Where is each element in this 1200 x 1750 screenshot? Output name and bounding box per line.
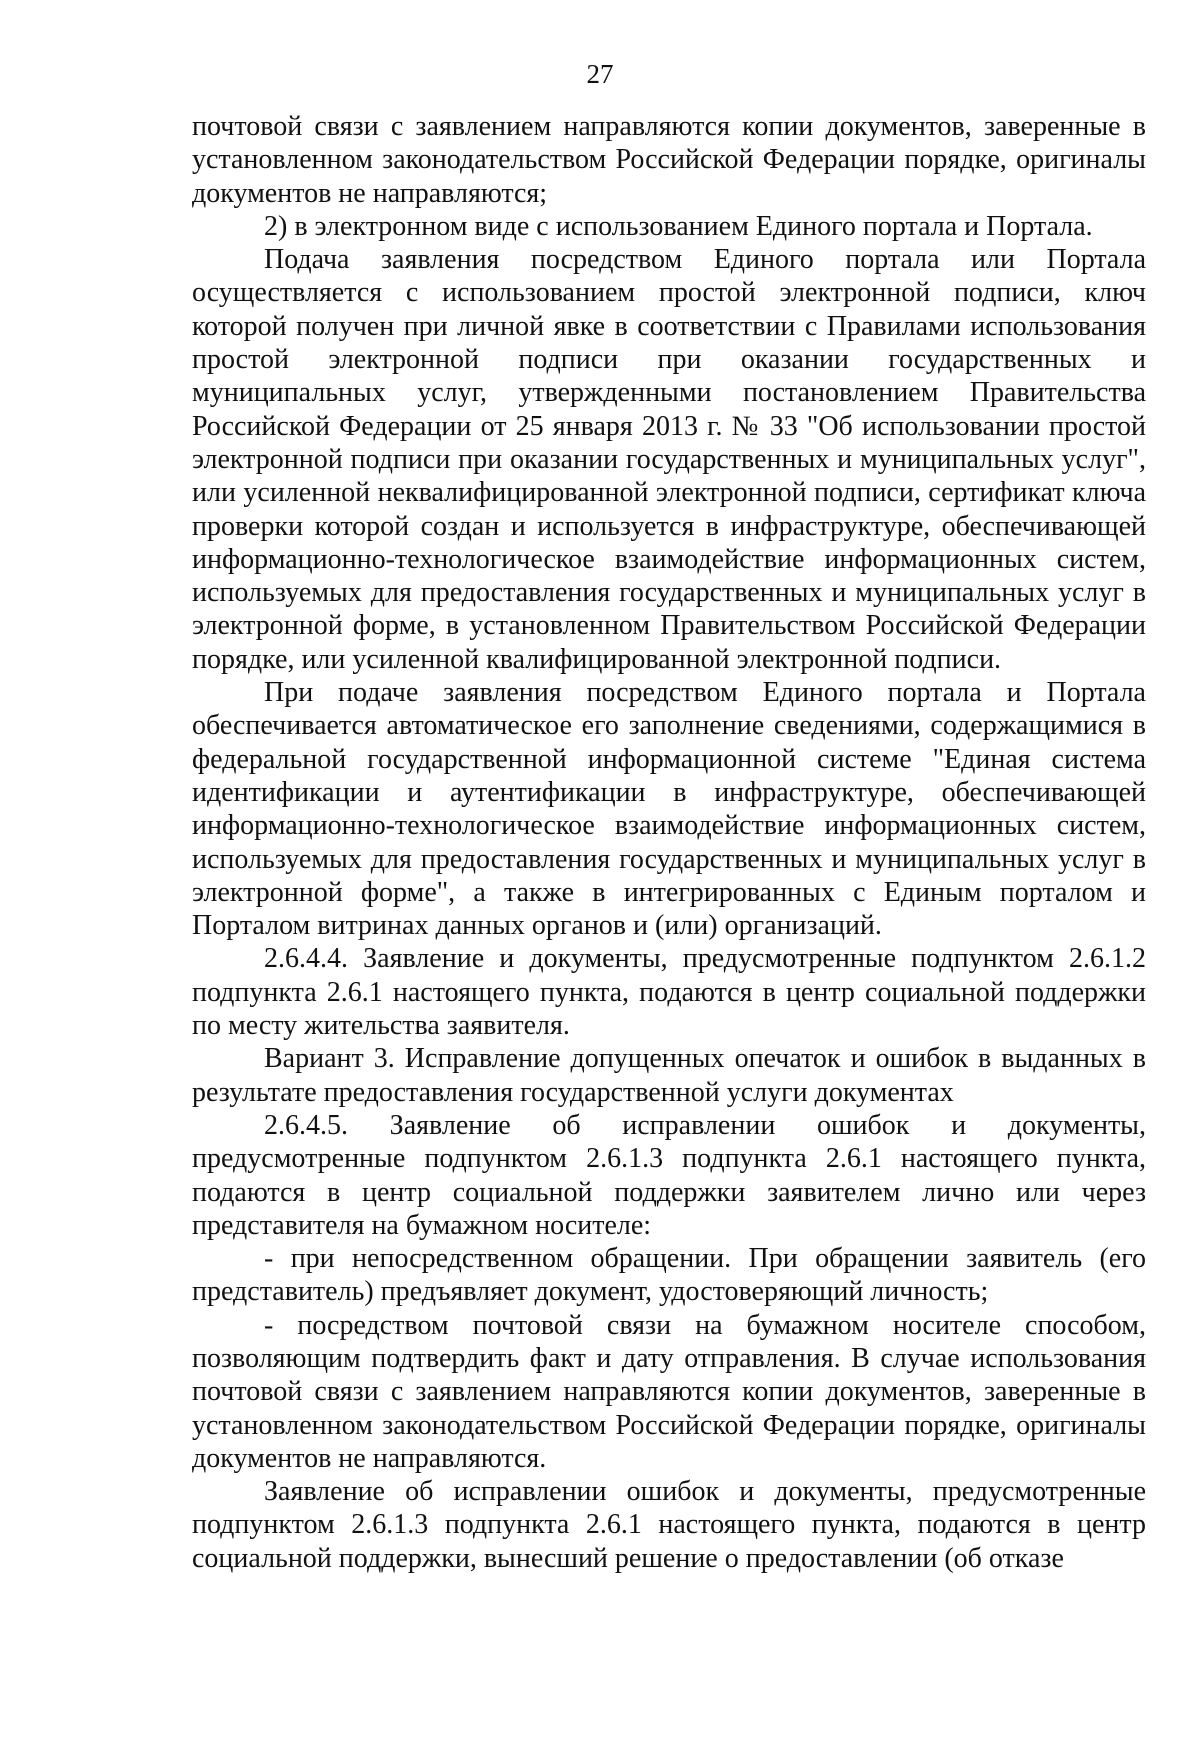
document-body — [192, 110, 1146, 1575]
paragraph: 2.6.4.4. Заявление и документы, предусмотренные подпунктом 2.6.1.2 подпункта 2.6.1 настоящего пункта, подаются в центр социальной поддержки по месту жительства заявителя. — [192, 943, 1146, 1042]
paragraph: При подаче заявления посредством Единого портала и Портала обеспечивается автоматическое его заполнение сведениями, содержащимися в федеральной государственной информационной системе "Единая система идентификации и аутентификации в инфраструктуре, обеспечивающей информационно-технологическое взаимодействие информационных систем, используемых для предоставления государственных и муниципальных услуг в электронной форме", а также в интегрированных с Единым порталом и Порталом витринах данных органов и (или) организаций. — [192, 677, 1146, 942]
paragraph: Заявление об исправлении ошибок и документы, предусмотренные подпунктом 2.6.1.3 подпункта 2.6.1 настоящего пункта, подаются в центр социальной поддержки, вынесший решение о предоставлении (об отказе — [192, 1476, 1146, 1574]
paragraph: почтовой связи с заявлением направляются копии документов, заверенные в установленном законодательством Российской Федерации порядке, оригиналы документов не направляются; — [192, 111, 1146, 209]
list-item: - посредством почтовой связи на бумажном носителе способом, позволяющим подтвердить факт и дату отправления. В случае использования почтовой связи с заявлением направляются копии документов, заверенные в установленном законодательством Российской Федерации порядке, оригиналы документов не направляются. — [192, 1309, 1146, 1474]
paragraph: Подача заявления посредством Единого портала или Портала осуществляется с использованием простой электронной подписи, ключ которой получен при личной явке в соответствии с Правилами использования простой электронной подписи при оказании государственных и муниципальных услуг, утвержденными постановлением Правительства Российской Федерации от 25 января 2013 г. № 33 "Об использовании простой электронной подписи при оказании государственных и муниципальных услуг", или усиленной неквалифицированной электронной подписи, сертификат ключа проверки которой создан и используется в инфраструктуре, обеспечивающей информационно-технологическое взаимодействие информационных систем, используемых для предоставления государственных и муниципальных услуг в электронной форме, в установленном Правительством Российской Федерации порядке, или усиленной квалифицированной электронной подписи. — [192, 244, 1146, 675]
paragraph: Вариант 3. Исправление допущенных опечаток и ошибок в выданных в результате предоставления государственной услуги документах — [192, 1043, 1146, 1108]
paragraph: 2.6.4.5. Заявление об исправлении ошибок и документы, предусмотренные подпунктом 2.6.1.3 подпункта 2.6.1 настоящего пункта, подаются в центр социальной поддержки заявителем лично или через представителя на бумажном носителе: — [192, 1109, 1146, 1241]
paragraph: 2) в электронном виде с использованием Единого портала и Портала. — [264, 210, 1093, 242]
list-item: - при непосредственном обращении. При обращении заявитель (его представитель) предъявляет документ, удостоверяющий личность; — [192, 1243, 1146, 1308]
page-number: 27 — [586, 59, 614, 89]
